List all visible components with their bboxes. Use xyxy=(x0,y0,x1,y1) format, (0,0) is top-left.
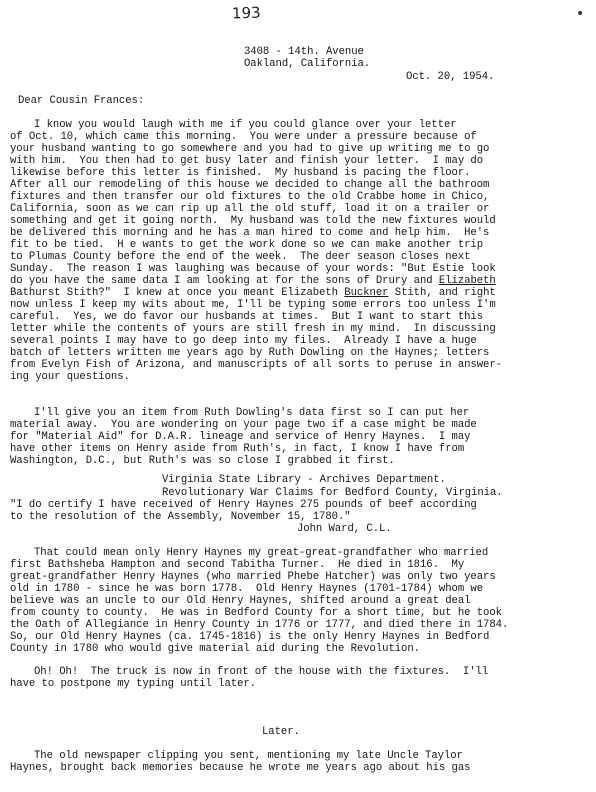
quote-line: to the resolution of the Assembly, November 15, 1780." xyxy=(10,511,351,523)
text-line: Haynes, brought back memories because he wrote me years ago about his gas xyxy=(10,762,471,774)
text-line: material away. You are wondering on your page two if a case might be made xyxy=(10,419,477,431)
text-line: with him. You then had to get busy later and finish your letter. I may do xyxy=(10,155,484,167)
text-line: fit to be tied. H e wants to get the work done so we can make another trip xyxy=(10,239,484,251)
corner-mark: • xyxy=(576,6,585,22)
text-line: for "Material Aid" for D.A.R. lineage and service of Henry Haynes. I may xyxy=(10,431,471,443)
text-line: of Oct. 10, which came this morning. You were under a pressure because of xyxy=(10,131,477,143)
text-line: likewise before this letter is finished. My husband is pacing the floor. xyxy=(10,167,471,179)
text-line: careful. Yes, we do favor our husbands at times. But I want to start this xyxy=(10,311,484,323)
text-line: first Bathsheba Hampton and second Tabitha Turner. He died in 1816. My xyxy=(10,559,465,571)
text-line: the Oath of Allegiance in Henry County in 1776 or 1777, and died there in 1784. xyxy=(10,619,509,631)
text-line: I'll give you an item from Ruth Dowling's data first so I can put her xyxy=(34,407,470,419)
text-line: batch of letters written me years ago by Ruth Dowling on the Haynes; letters xyxy=(10,347,490,359)
text-line: Bathurst Stith?" I knew at once you meant Elizabeth Buckner Stith, and right xyxy=(10,287,496,299)
text-line: ing your questions. xyxy=(10,371,130,383)
quote-heading: Revolutionary War Claims for Bedford County, Virginia. xyxy=(162,487,503,499)
text-line: several points I may have to go deep into my files. Already I have a huge xyxy=(10,335,477,347)
text-line: fixtures and then transfer our old fixtures to the old Crabbe home in Chico, xyxy=(10,191,490,203)
text-line: County in 1780 who would give material aid during the Revolution. xyxy=(10,643,420,655)
text-line: great-grandfather Henry Haynes (who married Phebe Hatcher) was only two years xyxy=(10,571,496,583)
text-line: from county to county. He was in Bedford County for a short time, but he took xyxy=(10,607,502,619)
text-line: your husband wanting to go somewhere and you had to give up writing me to go xyxy=(10,143,490,155)
letter-date: Oct. 20, 1954. xyxy=(406,71,495,83)
text-line: do you have the same data I am looking at for the sons of Drury and Elizabeth xyxy=(10,275,496,287)
text-line: old in 1780 - since he was born 1778. Old Henry Haynes (1701-1784) whom we xyxy=(10,583,484,595)
text-line: After all our remodeling of this house we decided to change all the bathroom xyxy=(10,179,490,191)
text-line: believe was an uncle to our Old Henry Haynes, shifted around a great deal xyxy=(10,595,471,607)
quote-heading: Virginia State Library - Archives Department. xyxy=(162,474,446,486)
text-line: That could mean only Henry Haynes my great-great-grandfather who married xyxy=(34,547,489,559)
text-line: have other items on Henry aside from Ruth's, in fact, I know I have from xyxy=(10,443,465,455)
text-line: Oh! Oh! The truck is now in front of the house with the fixtures. I'll xyxy=(34,666,489,678)
text-line: letter while the contents of yours are still fresh in my mind. In discussing xyxy=(10,323,496,335)
later-heading: Later. xyxy=(262,726,300,738)
text-line: Sunday. The reason I was laughing was because of your words: "But Estie look xyxy=(10,263,496,275)
text-line: from Evelyn Fish of Arizona, and manuscripts of all sorts to peruse in answer- xyxy=(10,359,502,371)
text-line: I know you would laugh with me if you could glance over your letter xyxy=(34,119,457,131)
text-line: now unless I keep my wits about me, I'll be typing some errors too unless I'm xyxy=(10,299,496,311)
quote-line: "I do certify I have received of Henry Haynes 275 pounds of beef according xyxy=(10,499,477,511)
quote-signature: John Ward, C.L. xyxy=(297,523,392,535)
text-line: California, soon as we can rip up all the old stuff, load it on a trailer or xyxy=(10,203,490,215)
text-line: be delivered this morning and he has a man hired to come and help him. He's xyxy=(10,227,490,239)
text-line: The old newspaper clipping you sent, mentioning my late Uncle Taylor xyxy=(34,750,463,762)
text-line: to Plumas County before the end of the week. The deer season closes next xyxy=(10,251,471,263)
text-line: So, our Old Henry Haynes (ca. 1745-1816) is the only Henry Haynes in Bedford xyxy=(10,631,490,643)
text-line: Washington, D.C., but Ruth's was so close I grabbed it first. xyxy=(10,455,395,467)
text-line: something and get it going north. My husband was told the new fixtures would xyxy=(10,215,496,227)
page-number: 193 xyxy=(231,3,261,23)
text-line: have to postpone my typing until later. xyxy=(10,678,256,690)
salutation: Dear Cousin Frances: xyxy=(18,95,145,107)
address-line: 3408 - 14th. Avenue xyxy=(244,46,364,58)
address-line: Oakland, California. xyxy=(244,58,371,70)
